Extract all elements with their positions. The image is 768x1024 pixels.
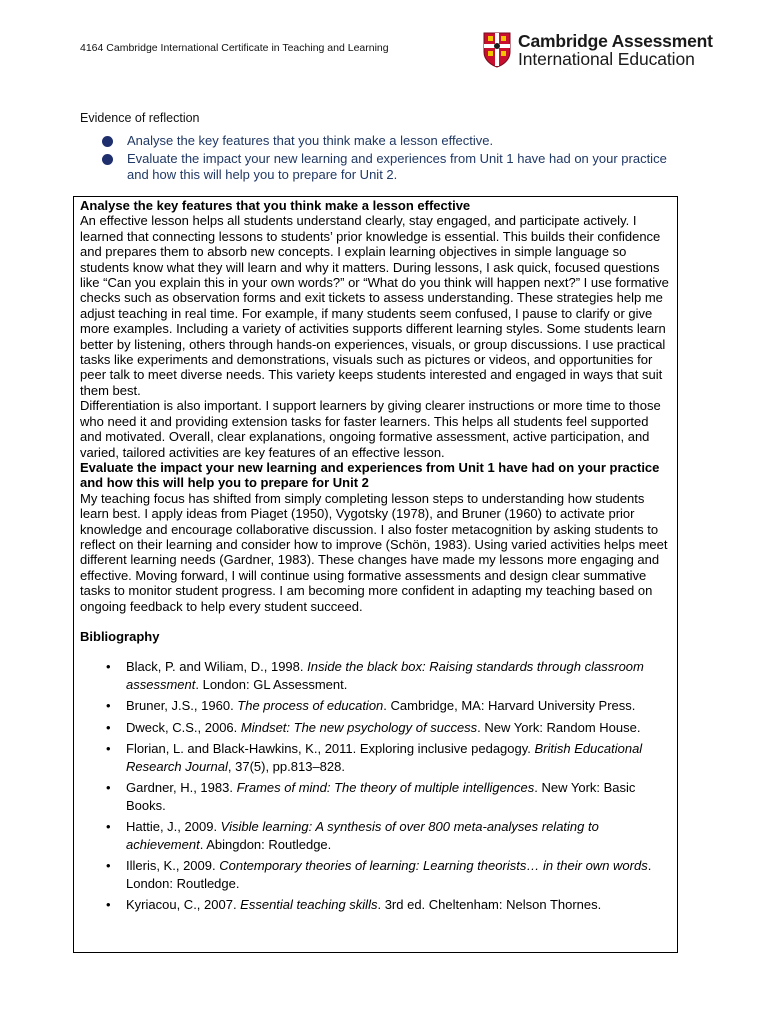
reference-item: • Bruner, J.S., 1960. The process of education. Cambridge, MA: Harvard University Press. [106, 698, 636, 714]
question1-paragraph1: An effective lesson helps all students understand clearly, stay engaged, and participate actively. I learned that connecting lessons to students’ prior knowledge is essential. This builds their confidence and prepares them to absorb new concepts. I explain learning objectives in simple language so students know what they will learn and why it matters. During lessons, I ask quick, focused questions like “Can you explain this in your own words?” or “What do you think will happen next?” I use formative checks such as observation forms and exit tickets to assess understanding. These strategies help me adjust teaching in real time. For example, if many students seem confused, I pause to clarify or give more examples. Including a variety of activities supports different learning styles. Some students learn better by listening, others through hands-on experiences, visuals, or group discussions. I use practical tasks like experiments and demonstrations, visuals such as pictures or videos, and opportunities for peer talk to meet diverse needs. This variety keeps students interested and engaged in ways that suit them best. [80, 213, 669, 398]
crest-icon [483, 32, 511, 68]
prompt-item [102, 133, 682, 149]
prompt-text: Evaluate the impact your new learning and experiences from Unit 1 have had on your practice and how this will help you to prepare for Unit 2. [127, 151, 667, 182]
reference-item: • Hattie, J., 2009. Visible learning: A synthesis of over 800 meta-analyses relating to achievement. Abingdon: Routledge. [106, 819, 599, 852]
prompt-item [102, 151, 682, 183]
course-title: 4164 Cambridge International Certificate in Teaching and Learning [80, 42, 389, 54]
reflection-box [73, 196, 678, 953]
logo-line1: Cambridge Assessment [518, 31, 713, 51]
reference-item: • Black, P. and Wiliam, D., 1998. Inside the black box: Raising standards through classroom assessment. London: GL Assessment. [106, 659, 644, 692]
reference-item: • Florian, L. and Black-Hawkins, K., 2011. Exploring inclusive pedagogy. British Educational Research Journal, 37(5), pp.813–828. [106, 741, 643, 774]
reference-item: • Illeris, K., 2009. Contemporary theories of learning: Learning theorists… in their own words. London: Routledge. [106, 858, 652, 891]
bullet-icon [102, 154, 113, 165]
question2-heading: Evaluate the impact your new learning and experiences from Unit 1 have had on your practice and how this will help you to prepare for Unit 2 [80, 459, 660, 491]
question2-paragraph: My teaching focus has shifted from simply completing lesson steps to understanding how students learn best. I apply ideas from Piaget (1950), Vygotsky (1978), and Bruner (1960) to activate prior knowledge and encourage collaborative discussion. I also foster metacognition by asking students to reflect on their learning and consider how to improve (Schön, 1983). Using varied activities helps meet different learning needs (Gardner, 1983). These changes have made my lessons more engaging and effective. Moving forward, I will continue using formative assessments and design clear summative tasks to monitor student progress. I am becoming more confident in adapting my teaching based on ongoing feedback to help every student succeed. [80, 490, 668, 614]
reference-item: • Gardner, H., 1983. Frames of mind: The theory of multiple intelligences. New York: Basic Books. [106, 780, 636, 813]
bullet-icon [102, 136, 113, 147]
reference-list [80, 658, 671, 914]
reference-item: • Dweck, C.S., 2006. Mindset: The new psychology of success. New York: Random House. [106, 719, 641, 735]
question1-heading: Analyse the key features that you think make a lesson effective [80, 198, 471, 213]
cambridge-logo [483, 32, 713, 68]
bibliography-title: Bibliography [80, 628, 160, 644]
prompt-list [102, 133, 682, 185]
section-heading: Evidence of reflection [80, 111, 200, 125]
reference-item: • Kyriacou, C., 2007. Essential teaching skills. 3rd ed. Cheltenham: Nelson Thornes. [106, 897, 602, 913]
logo-line2: International Education [518, 49, 695, 69]
prompt-text: Analyse the key features that you think make a lesson effective. [127, 133, 494, 148]
question1-paragraph2: Differentiation is also important. I support learners by giving clearer instructions or more time to those who need it and providing extension tasks for faster learners. This helps all students feel supported and motivated. Overall, clear explanations, ongoing formative assessment, active participation, and varied, tailored activities are key features of an effective lesson. [80, 398, 661, 460]
